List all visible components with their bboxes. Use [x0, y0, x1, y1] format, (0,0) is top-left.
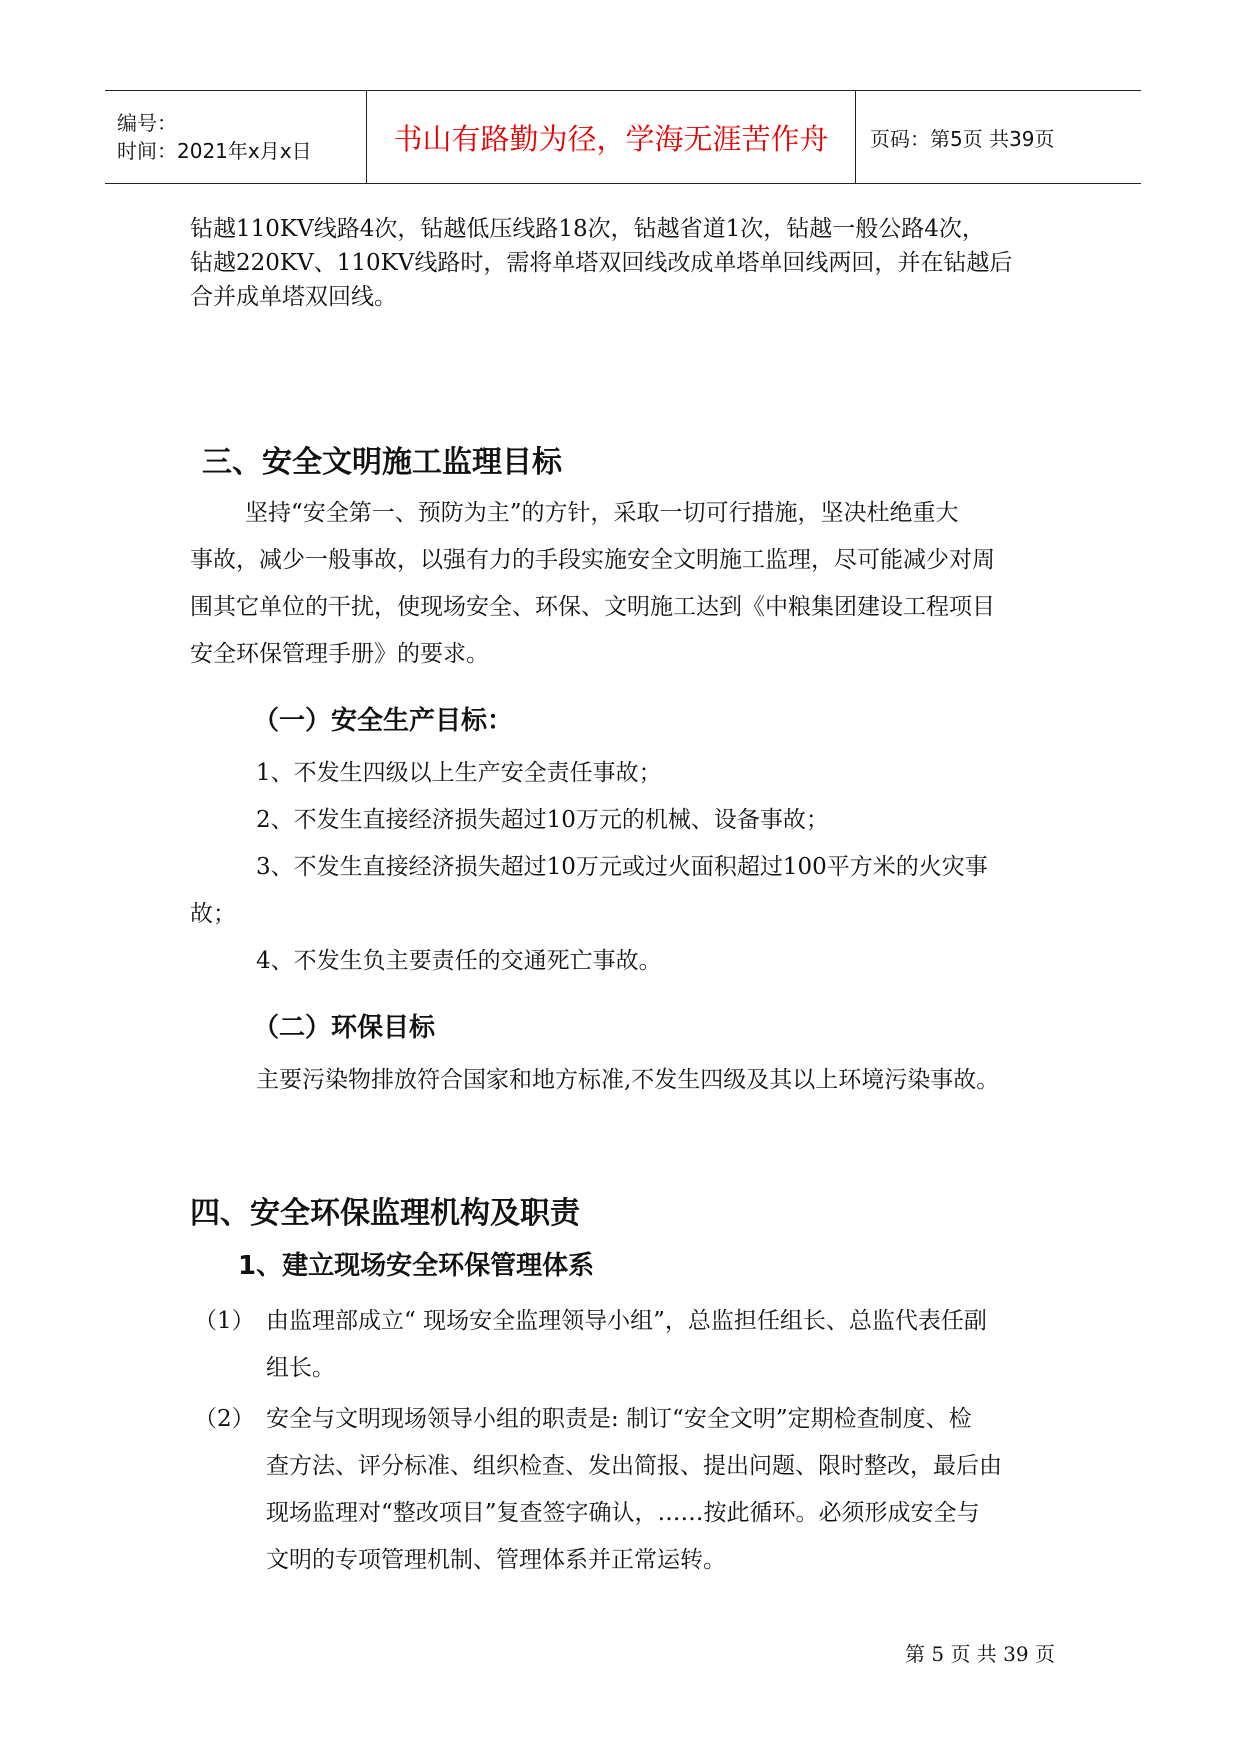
sub1-item-1: 1、不发生四级以上生产安全责任事故； [256, 760, 662, 786]
header-motto: 书山有路勤为径，学海无涯苦作舟 [367, 91, 856, 183]
header-page-label: 页码：第5页 共39页 [870, 126, 1055, 151]
section3-para-line-3: 围其它单位的干扰，使现场安全、环保、文明施工达到《中粮集团建设工程项目 [190, 594, 995, 620]
sub1-item-3: 3、不发生直接经济损失超过10万元或过火面积超过100平方米的火灾事 [256, 854, 988, 880]
item-2-line-1: 安全与文明现场领导小组的职责是: 制订“安全文明”定期检查制度、检 [266, 1406, 972, 1432]
sub1-item-4: 4、不发生负主要责任的交通死亡事故。 [256, 948, 662, 974]
sub1-item-2: 2、不发生直接经济损失超过10万元的机械、设备事故； [256, 807, 829, 833]
section4-sub1-title: 1、建立现场安全环保管理体系 [238, 1251, 595, 1281]
sub1-title: （一）安全生产目标： [253, 706, 514, 736]
item-2-line-4: 文明的专项管理机制、管理体系并正常运转。 [266, 1547, 726, 1573]
section3-para-line-4: 安全环保管理手册》的要求。 [190, 641, 489, 667]
footer-page-number: 第 5 页 共 39 页 [905, 1642, 1055, 1666]
item-2-line-2: 查方法、评分标准、组织检查、发出简报、提出问题、限时整改，最后由 [266, 1453, 1002, 1479]
item-1-line-2: 组长。 [266, 1355, 335, 1381]
intro-line-2: 钻越220KV、110KV线路时，需将单塔双回线改成单塔单回线两回，并在钻越后 [190, 250, 1013, 276]
sub2-text: 主要污染物排放符合国家和地方标准,不发生四级及其以上环境污染事故。 [256, 1067, 1000, 1093]
item-2-line-3: 现场监理对“整改项目”复查签字确认，……按此循环。必须形成安全与 [266, 1500, 980, 1526]
header-left [105, 91, 367, 183]
item-1-line-1: 由监理部成立“ 现场安全监理领导小组”，总监担任组长、总监代表任副 [266, 1308, 987, 1334]
page-header [105, 90, 1141, 184]
section4-title: 四、安全环保监理机构及职责 [190, 1196, 580, 1231]
sub2-title: （二）环保目标 [253, 1013, 436, 1043]
time-label: 时间：2021年x月x日 [117, 139, 312, 163]
section3-para-line-2: 事故，减少一般事故，以强有力的手段实施安全文明施工监理，尽可能减少对周 [190, 547, 995, 573]
number-label: 编号： [117, 111, 177, 135]
sub1-item-3-cont: 故； [190, 901, 236, 927]
section3-para-line-1: 坚持“安全第一、预防为主”的方针，采取一切可行措施，坚决杜绝重大 [245, 500, 959, 526]
item-2-num: （2） [194, 1406, 255, 1432]
intro-line-1: 钻越110KV线路4次，钻越低压线路18次，钻越省道1次，钻越一般公路4次， [190, 216, 985, 242]
item-1-num: （1） [194, 1308, 255, 1334]
section3-title: 三、安全文明施工监理目标 [202, 445, 562, 480]
intro-line-3: 合并成单塔双回线。 [190, 284, 397, 310]
